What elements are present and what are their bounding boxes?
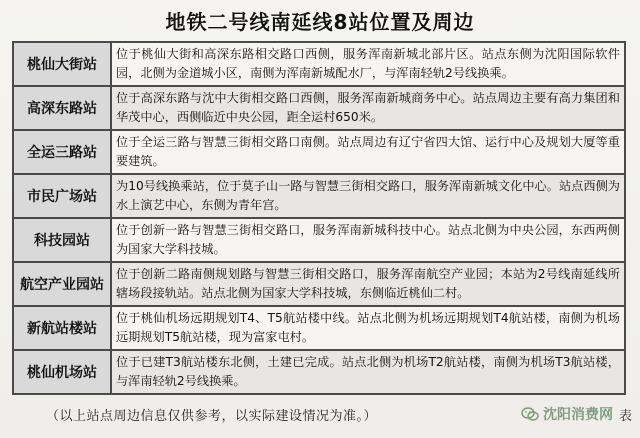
station-name: 高深东路站 [13,86,111,130]
table-row [13,86,625,130]
watermark-text: 沈阳消费网 [542,407,613,423]
station-description: 位于桃仙大街和高深东路相交路口西侧，服务浑南新城北部片区。站点东侧为沈阳国际软件园，北侧为金道城小区，南侧为浑南新城配水厂，与浑南轻轨2号线换乘。 [111,42,625,86]
watermark [521,404,632,424]
table-row [13,130,625,174]
station-name: 航空产业园站 [13,262,111,306]
page-title: 地铁二号线南延线8站位置及周边 [165,10,475,34]
station-description: 位于桃仙机场远期规划T4、T5航站楼中线。站点北侧为机场远期规划T4航站楼，南侧为机场远期规划T5航站楼，现为富家屯村。 [111,306,625,350]
footnote: （以上站点周边信息仅供参考，以实际建设情况为准。） [46,409,378,424]
table-row [13,218,625,262]
table-row [13,42,625,86]
station-description: 位于已建T3航站楼东北侧，土建已完成。站点北侧为机场T2航站楼，南侧为机场T3航站楼，与浑南轻轨2号线换乘。 [111,350,625,394]
station-name: 新航站楼站 [13,306,111,350]
station-name: 桃仙机场站 [13,350,111,394]
station-description: 为10号线换乘站，位于莫子山一路与智慧三街相交路口，服务浑南新城文化中心。站点西侧为水上演艺中心，东侧为青年宫。 [111,174,625,218]
station-description: 位于创新二路南侧规划路与智慧三街相交路口，服务浑南航空产业园；本站为2号线南延线所辖场段接轨站。站点北侧为国家大学科技城，东侧临近桃仙二村。 [111,262,625,306]
station-name: 全运三路站 [13,130,111,174]
wechat-icon [521,405,539,423]
table-row [13,306,625,350]
watermark-author: 表 [618,408,632,424]
table-row [13,174,625,218]
station-name: 科技园站 [13,218,111,262]
station-name: 桃仙大街站 [13,42,111,86]
station-description: 位于高深东路与沈中大街相交路口西侧，服务浑南新城商务中心。站点周边主要有高力集团和华茂中心，西侧临近中央公园，距全运村650米。 [111,86,625,130]
station-name: 市民广场站 [13,174,111,218]
station-table [12,41,626,395]
station-description: 位于创新一路与智慧三街相交路口，服务浑南新城科技中心。站点北侧为中央公园，东西两侧为国家大学科技城。 [111,218,625,262]
table-row [13,262,625,306]
table-row [13,350,625,394]
station-description: 位于全运三路与智慧三街相交路口南侧。站点周边有辽宁省四大馆、运行中心及规划大厦等重要建筑。 [111,130,625,174]
